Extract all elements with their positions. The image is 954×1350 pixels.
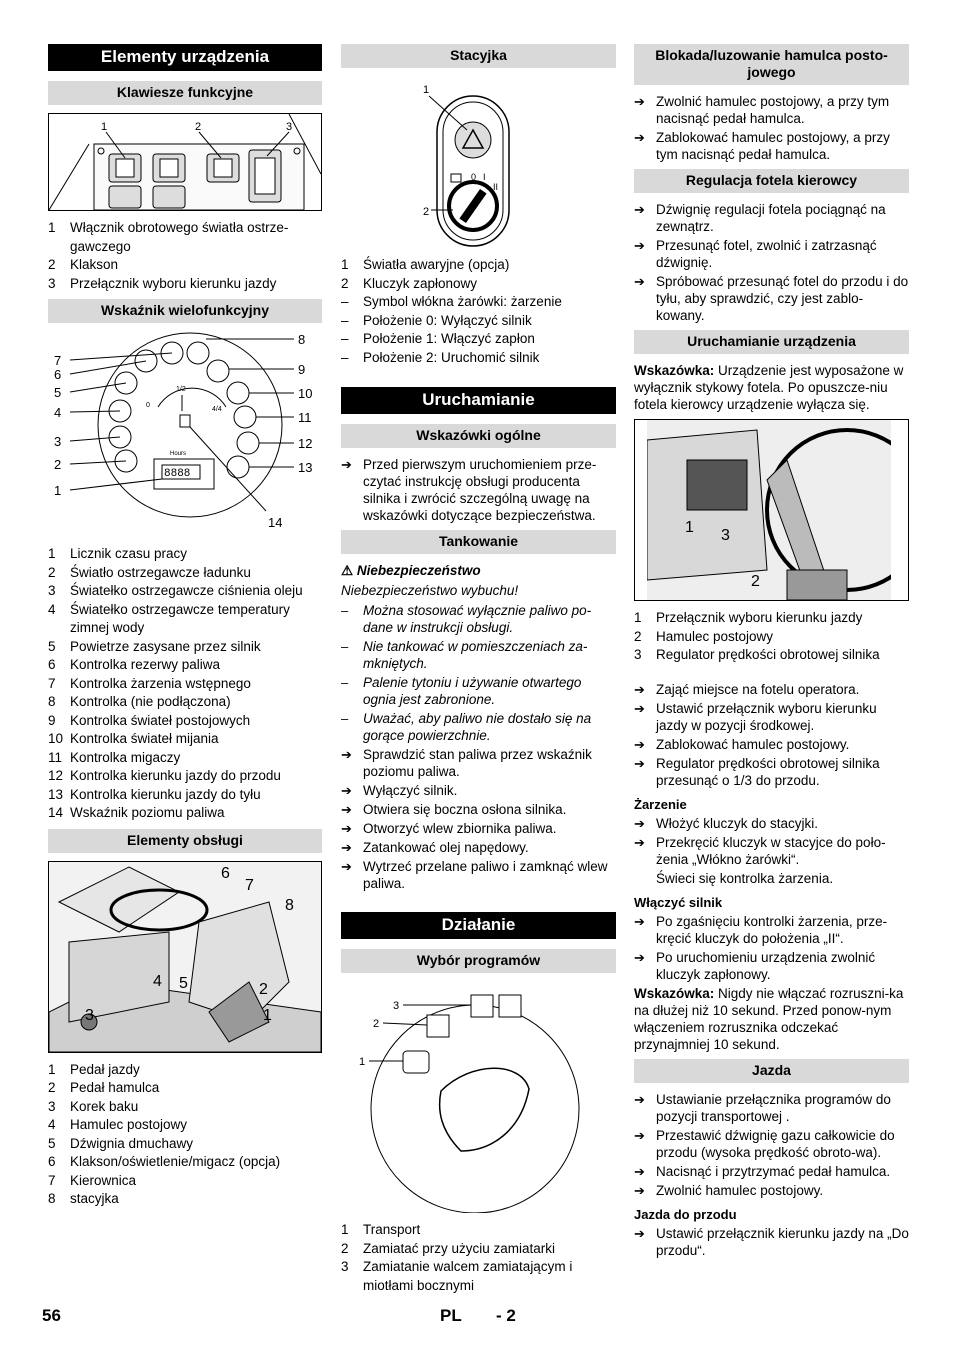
svg-text:8888: 8888 (164, 468, 191, 480)
list-item: 10 Kontrolka świateł mijania (48, 731, 219, 746)
subheading-glow: Żarzenie (634, 796, 687, 812)
svg-text:0: 0 (471, 172, 477, 182)
svg-text:4/4: 4/4 (212, 406, 222, 413)
list-item: 14 Wskaźnik poziomu paliwa (48, 805, 225, 820)
step: ➔ Przesunąć fotel, zwolnić i zatrzasnąć dźwignię. (634, 238, 877, 270)
transport-icon (403, 1051, 429, 1073)
svg-text:I: I (483, 172, 486, 182)
step: ➔ Regulator prędkości obrotowej silnika przesunąć o 1/3 do przodu. (634, 755, 880, 788)
list-item: – Symbol włókna żarówki: żarzenie (341, 294, 562, 309)
callout: 12 (298, 436, 313, 451)
list-item: 1 Przełącznik wyboru kierunku jazdy (634, 610, 863, 625)
step: ➔ Sprawdzić stan paliwa przez wskaźnik poziomu paliwa. (341, 747, 592, 779)
callout: 2 (373, 1018, 380, 1030)
callout: 1 (54, 483, 62, 498)
heading-drive: Jazda (634, 1059, 909, 1083)
step: ➔ Spróbować przesunąć fotel do przodu i do tyłu, aby sprawdzić, czy jest zablo-kowany. (634, 274, 909, 323)
list-item: 6 Klakson/oświetlenie/migacz (opcja) (48, 1154, 281, 1169)
list-item: 11 Kontrolka migaczy (48, 749, 181, 765)
step: ➔ Po uruchomieniu urządzenia zwolnić kluczyk zapłonowy. (634, 949, 876, 982)
arrow-icon: ➔ (341, 802, 352, 817)
sweep-brush-icon (471, 995, 493, 1017)
list-controls (48, 1061, 322, 1209)
step: ➔ Przestawić dźwignię gazu całkowicie do przodu (wysoka prędkość obroto-wa). (634, 1127, 895, 1160)
heading-multifunction: Wskaźnik wielofunkcyjny (48, 299, 322, 323)
list-item: 1 Transport (341, 1222, 421, 1237)
arrow-icon: ➔ (341, 821, 352, 836)
list-item: 2 Klakson (48, 257, 119, 272)
arrow-icon: ➔ (634, 1091, 645, 1107)
svg-text:Hours: Hours (170, 451, 187, 457)
arrow-icon: ➔ (634, 1127, 645, 1143)
list-item: – Nie tankować w pomieszczeniach za-mkniętych. (341, 639, 588, 671)
heading-startup-machine: Uruchamianie urządzenia (634, 330, 909, 354)
callout: 13 (298, 460, 313, 475)
arrow-icon: ➔ (341, 859, 352, 874)
list-multifunction (48, 545, 322, 823)
callout: 8 (285, 896, 294, 914)
callout: 6 (54, 367, 62, 382)
switch-panel (687, 460, 747, 510)
section-number: - 2 (496, 1306, 516, 1325)
list-item: 1 Licznik czasu pracy (48, 546, 188, 561)
step: ➔ Zatankować olej napędowy. (341, 840, 529, 855)
list-item: – Palenie tytoniu i używanie otwartego ognia jest zabronione. (341, 675, 582, 707)
callout: 2 (195, 121, 202, 133)
list-item: 2 Hamulec postojowy (634, 628, 774, 644)
list-item: – Można stosować wyłącznie paliwo po-dane w instrukcji obsługi. (341, 603, 592, 635)
arrow-icon: ➔ (634, 1225, 645, 1241)
warning-icon: ⚠ (341, 563, 354, 578)
step: ➔ Przed pierwszym uruchomieniem prze-czytać instrukcję obsługi producenta silnika i zwrócić szczególną uwagę na wskazówki dotyczące bezpieczeństwa. (341, 457, 597, 523)
list-item: – Położenie 2: Uruchomić silnik (341, 349, 540, 365)
arrow-icon: ➔ (341, 783, 352, 798)
arrow-icon: ➔ (634, 815, 645, 831)
list-item: – Uważać, aby paliwo nie dostało się na gorące powierzchnie. (341, 711, 592, 743)
heading-seat: Regulacja fotela kierowcy (634, 169, 909, 193)
step: ➔ Otworzyć wlew zbiornika paliwa. (341, 821, 557, 836)
list-item: – Położenie 1: Włączyć zapłon (341, 331, 535, 346)
arrow-icon: ➔ (341, 747, 352, 762)
callout: 2 (423, 206, 430, 218)
arrow-icon: ➔ (634, 700, 645, 716)
callout: 5 (54, 385, 62, 400)
step: ➔ Po zgaśnięciu kontrolki żarzenia, prze-kręcić kluczyk do położenia „II“. (634, 913, 888, 946)
step: ➔ Zwolnić hamulec postojowy, a przy tym nacisnąć pedał hamulca. (634, 94, 890, 126)
list-item: 5 Powietrze zasysane przez silnik (48, 638, 261, 654)
callout: 1 (263, 1006, 272, 1024)
arrow-icon: ➔ (634, 130, 645, 145)
section-title-startup: Uruchamianie (341, 387, 616, 414)
callout: 10 (298, 386, 313, 401)
callout: 2 (751, 573, 760, 590)
arrow-icon: ➔ (634, 1182, 645, 1198)
callout: 2 (259, 980, 268, 998)
figure-controls (48, 861, 322, 1053)
step: ➔ Nacisnąć i przytrzymać pedał hamulca. (634, 1163, 891, 1179)
figure-program-selector (341, 981, 616, 1213)
callout: 4 (54, 405, 62, 420)
list-ignition (341, 256, 616, 367)
section-title-elements: Elementy urządzenia (48, 44, 322, 71)
warning-text: Niebezpieczeństwo wybuchu! (341, 583, 519, 598)
figure-ignition (341, 76, 616, 248)
key-horn-icon (153, 154, 185, 182)
list-item: 3 Zamiatanie walcem zamiatającym i miotłami bocznymi (341, 1259, 573, 1293)
step: ➔ Otwiera się boczna osłona silnika. (341, 802, 567, 817)
step: ➔ Dźwignię regulacji fotela pociągnąć na zewnątrz. (634, 202, 886, 234)
note: Wskazówka: Nigdy nie włączać rozruszni-ka na dłużej niż 10 sekund. Przed ponow-nym włączeniem rozrusznika odczekać przynajmniej 10 sekund. (634, 985, 904, 1052)
subheading-engine: Włączyć silnik (634, 894, 723, 910)
list-item: 12 Kontrolka kierunku jazdy do przodu (48, 768, 281, 783)
list-item: 2 Zamiatać przy użyciu zamiatarki (341, 1240, 556, 1256)
heading-fueling: Tankowanie (341, 530, 616, 554)
step: ➔ Zwolnić hamulec postojowy. (634, 1182, 824, 1198)
step: ➔ Włożyć kluczyk do stacyjki. (634, 815, 819, 831)
callout: 3 (85, 1006, 94, 1024)
list-warnings (341, 602, 616, 744)
callout: 3 (54, 434, 62, 449)
figure-multifunction-gauge (48, 331, 322, 537)
heading-ignition: Stacyjka (341, 44, 616, 68)
arrow-icon: ➔ (634, 238, 645, 253)
callout: 7 (245, 876, 254, 894)
callout: 6 (221, 864, 230, 882)
heading-programs: Wybór programów (341, 949, 616, 973)
list-item: 9 Kontrolka świateł postojowych (48, 712, 251, 728)
list-item: 6 Kontrolka rezerwy paliwa (48, 657, 221, 672)
callout: 3 (721, 527, 730, 544)
heading-controls: Elementy obsługi (48, 829, 322, 853)
arrow-icon: ➔ (341, 457, 352, 472)
list-item: 2 Światło ostrzegawcze ładunku (48, 564, 251, 580)
arrow-icon: ➔ (634, 755, 645, 771)
list-item: 4 Światełko ostrzegawcze temperatury zimnej wody (48, 601, 290, 635)
callout: 7 (54, 353, 62, 368)
callout: 9 (298, 362, 306, 377)
list-item: 5 Dźwignia dmuchawy (48, 1135, 194, 1151)
step: ➔ Ustawić przełącznik kierunku jazdy na „Do przodu“. (634, 1225, 909, 1258)
note: Wskazówka: Urządzenie jest wyposażone w wyłącznik stykowy fotela. Po opuszcze-niu fotela kierowcy urządzenie wyłącza się. (634, 363, 904, 412)
arrow-icon: ➔ (634, 834, 645, 850)
list-item: – Położenie 0: Wyłączyć silnik (341, 312, 532, 328)
hazard-switch-icon (455, 122, 491, 158)
column-1 (48, 44, 322, 1209)
list-item: 8 stacyjka (48, 1191, 119, 1206)
list-item: 1 Pedał jazdy (48, 1061, 140, 1077)
step: ➔ Zablokować hamulec postojowy, a przy tym nacisnąć pedał hamulca. (634, 130, 890, 162)
heading-general: Wskazówki ogólne (341, 424, 616, 448)
arrow-icon: ➔ (634, 736, 645, 752)
step: ➔ Ustawianie przełącznika programów do pozycji transportowej . (634, 1091, 891, 1124)
svg-text:1/2: 1/2 (176, 386, 186, 393)
callout: 1 (359, 1056, 366, 1068)
arrow-icon: ➔ (634, 94, 645, 109)
arrow-icon: ➔ (634, 202, 645, 217)
arrow-icon: ➔ (634, 949, 645, 965)
list-dashboard (634, 609, 909, 665)
arrow-icon: ➔ (341, 840, 352, 855)
column-3 (634, 44, 909, 1261)
list-programs (341, 1221, 616, 1295)
list-item: 3 Światełko ostrzegawcze ciśnienia oleju (48, 583, 303, 598)
arrow-icon: ➔ (634, 913, 645, 929)
list-item: 1 Światła awaryjne (opcja) (341, 257, 510, 272)
language-code: PL (440, 1306, 462, 1325)
step: ➔ Przekręcić kluczyk w stacyjce do poło-żenia „Włókno żarówki“. (634, 834, 886, 867)
figure-function-keys (48, 113, 322, 211)
list-item: 3 Przełącznik wyboru kierunku jazdy (48, 275, 277, 291)
svg-text:0: 0 (146, 402, 150, 409)
sweep-icon (427, 1015, 449, 1037)
list-item: 3 Regulator prędkości obrotowej silnika (634, 647, 880, 662)
list-item: 3 Korek baku (48, 1098, 139, 1114)
list-item: 7 Kontrolka żarzenia wstępnego (48, 675, 251, 691)
warning-title: ⚠ Niebezpieczeństwo (341, 563, 481, 578)
step: ➔ Ustawić przełącznik wyboru kierunku jazdy w pozycji środkowej. (634, 700, 877, 733)
list-function-keys (48, 219, 322, 293)
list-item: 4 Hamulec postojowy (48, 1117, 188, 1132)
list-item: 7 Kierownica (48, 1172, 137, 1188)
list-item: 2 Pedał hamulca (48, 1080, 160, 1095)
key-lights-icon (207, 154, 239, 182)
direction-switch-icon (249, 150, 281, 202)
callout: 8 (298, 332, 306, 347)
key-beacon-icon (109, 154, 141, 182)
result-text: Świeci się kontrolka żarzenia. (656, 870, 834, 886)
list-item: 1 Włącznik obrotowego światła ostrze-gawczego (48, 220, 289, 254)
callout: 3 (286, 121, 293, 133)
section-title-operation: Działanie (341, 912, 616, 939)
arrow-icon: ➔ (634, 681, 645, 697)
callout: 4 (153, 972, 162, 990)
callout: 14 (268, 515, 283, 530)
callout: 2 (54, 457, 62, 472)
callout: 5 (179, 974, 188, 992)
callout: 1 (101, 121, 108, 133)
step: ➔ Zająć miejsce na fotelu operatora. (634, 681, 860, 697)
figure-dashboard (634, 419, 909, 601)
subheading-forward: Jazda do przodu (634, 1206, 737, 1222)
step: ➔ Wytrzeć przelane paliwo i zamknąć wlew paliwa. (341, 859, 608, 891)
heading-function-keys: Klawiesze funkcyjne (48, 81, 322, 105)
arrow-icon: ➔ (634, 1163, 645, 1179)
step: ➔ Zablokować hamulec postojowy. (634, 736, 850, 752)
callout: 1 (423, 84, 430, 96)
callout: 11 (298, 410, 312, 425)
list-item: 13 Kontrolka kierunku jazdy do tyłu (48, 786, 261, 802)
step: ➔ Wyłączyć silnik. (341, 783, 458, 798)
list-fuel-steps (341, 746, 616, 892)
callout: 3 (393, 1000, 400, 1012)
heading-parking-brake: Blokada/luzowanie hamulca posto-jowego (634, 44, 909, 85)
list-item: 2 Kluczyk zapłonowy (341, 275, 478, 291)
svg-text:II: II (493, 182, 499, 192)
column-2 (341, 44, 616, 1295)
page-number: 56 (42, 1306, 61, 1325)
callout: 1 (685, 519, 694, 536)
list-item: 8 Kontrolka (nie podłączona) (48, 694, 231, 709)
arrow-icon: ➔ (634, 274, 645, 289)
sweep-roller-icon (499, 995, 521, 1017)
